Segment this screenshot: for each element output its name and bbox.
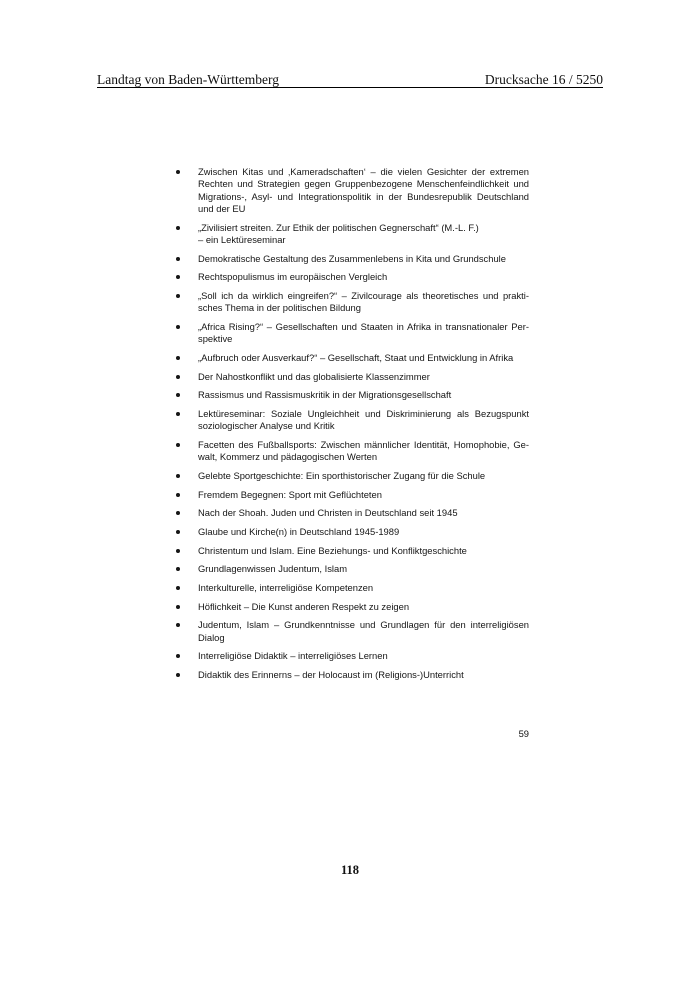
bullet-icon <box>176 586 180 590</box>
bullet-icon <box>176 623 180 627</box>
list-item-text: Zwischen Kitas und ‚Kameradschaften‘ – die vielen Gesichter der extremen Rechten und Strategien gegen Gruppenbezogene Menschenfeindlichkeit und Migrations-, Asyl- und Integrationspolitik in der Bundesrepublik Deutschland und der EU <box>198 166 529 214</box>
list-item <box>173 253 529 265</box>
list-item-line: „Zivilisiert streiten. Zur Ethik der politischen Gegnerschaft“ (M.-L. F.) <box>198 221 479 233</box>
list-item-text: Facetten des Fußballsports: Zwischen männlicher Identität, Homophobie, Ge-walt, Kommerz und pädagogischen Werten <box>198 438 529 463</box>
list-item-text: „Aufbruch oder Ausverkauf?“ – Gesellschaft, Staat und Entwicklung in Afrika <box>198 351 514 363</box>
bullet-icon <box>176 654 180 658</box>
list-item-text: Glaube und Kirche(n) in Deutschland 1945-1989 <box>198 526 400 537</box>
list-item <box>173 563 529 575</box>
header-right: Drucksache 16 / 5250 <box>484 72 603 87</box>
bullet-icon <box>176 294 180 298</box>
bullet-icon <box>176 474 180 478</box>
list-item-text: Rechtspopulismus im europäischen Vergleich <box>198 271 388 283</box>
bullet-icon <box>176 257 180 261</box>
bullet-icon <box>176 325 180 329</box>
page-header <box>97 68 603 88</box>
page-number: 118 <box>340 863 360 877</box>
bullet-icon <box>176 511 180 515</box>
list-item <box>173 545 529 557</box>
bullet-icon <box>176 549 180 553</box>
list-item <box>173 526 529 538</box>
list-item-text: „Soll ich da wirklich eingreifen?“ – Zivilcourage als theoretisches und prakti-sches Thema in der politischen Bildung <box>198 289 529 314</box>
list-item-text: Interreligiöse Didaktik – interreligiöses Lernen <box>198 650 388 662</box>
list-item-text: Christentum und Islam. Eine Beziehungs- und Konfliktgeschichte <box>198 544 467 556</box>
list-item <box>173 290 529 315</box>
list-item <box>173 222 529 247</box>
list-item-text: Interkulturelle, interreligiöse Kompetenzen <box>198 582 374 594</box>
bullet-icon <box>176 530 180 534</box>
bullet-icon <box>176 443 180 447</box>
list-item <box>173 321 529 346</box>
list-item-text: Der Nahostkonflikt und das globalisierte Klassenzimmer <box>198 370 430 382</box>
list-item-line: – ein Lektüreseminar <box>198 233 286 245</box>
bullet-icon <box>176 375 180 379</box>
list-item-text: Grundlagenwissen Judentum, Islam <box>198 563 348 575</box>
inner-page-number: 59 <box>518 728 529 739</box>
list-item-text: Gelebte Sportgeschichte: Ein sporthistorischer Zugang für die Schule <box>198 469 486 481</box>
list-item <box>173 352 529 364</box>
list-item <box>173 650 529 662</box>
list-item <box>173 371 529 383</box>
list-item <box>173 601 529 613</box>
bullet-icon <box>176 275 180 279</box>
bullet-icon <box>176 226 180 230</box>
list-item <box>173 439 529 464</box>
list-item-text: Didaktik des Erinnerns – der Holocaust im (Religions-)Unterricht <box>198 669 464 681</box>
bullet-icon <box>176 356 180 360</box>
list-item-text <box>198 222 529 247</box>
list-item <box>173 271 529 283</box>
bullet-icon <box>176 567 180 571</box>
list-item <box>173 507 529 519</box>
bullet-icon <box>176 605 180 609</box>
list-item <box>173 669 529 681</box>
list-item <box>173 389 529 401</box>
list-item <box>173 582 529 594</box>
list-item-text: „Africa Rising?“ – Gesellschaften und Staaten in Afrika in transnationaler Per-spektive <box>198 320 529 345</box>
bullet-icon <box>176 412 180 416</box>
bullet-icon <box>176 170 180 174</box>
bullet-icon <box>176 673 180 677</box>
list-item <box>173 619 529 644</box>
list-item <box>173 489 529 501</box>
list-item-text: Nach der Shoah. Juden und Christen in Deutschland seit 1945 <box>198 507 458 519</box>
list-item-text: Lektüreseminar: Soziale Ungleichheit und Diskriminierung als Bezugspunkt soziologischer Analyse und Kritik <box>198 407 529 432</box>
list-item <box>173 166 529 215</box>
bullet-icon <box>176 393 180 397</box>
course-list <box>173 166 529 688</box>
list-item <box>173 408 529 433</box>
list-item-text: Judentum, Islam – Grundkenntnisse und Grundlagen für den interreligiösen Dialog <box>198 619 529 643</box>
list-item-text: Demokratische Gestaltung des Zusammenlebens in Kita und Grundschule <box>198 252 506 264</box>
header-left: Landtag von Baden-Württemberg <box>97 72 279 87</box>
header-rule <box>97 87 603 88</box>
list-item-text: Fremdem Begegnen: Sport mit Geflüchteten <box>198 488 382 500</box>
list-item-text: Höflichkeit – Die Kunst anderen Respekt zu zeigen <box>198 600 410 612</box>
list-item <box>173 470 529 482</box>
list-item-text: Rassismus und Rassismuskritik in der Migrationsgesellschaft <box>198 389 452 401</box>
bullet-icon <box>176 493 180 497</box>
